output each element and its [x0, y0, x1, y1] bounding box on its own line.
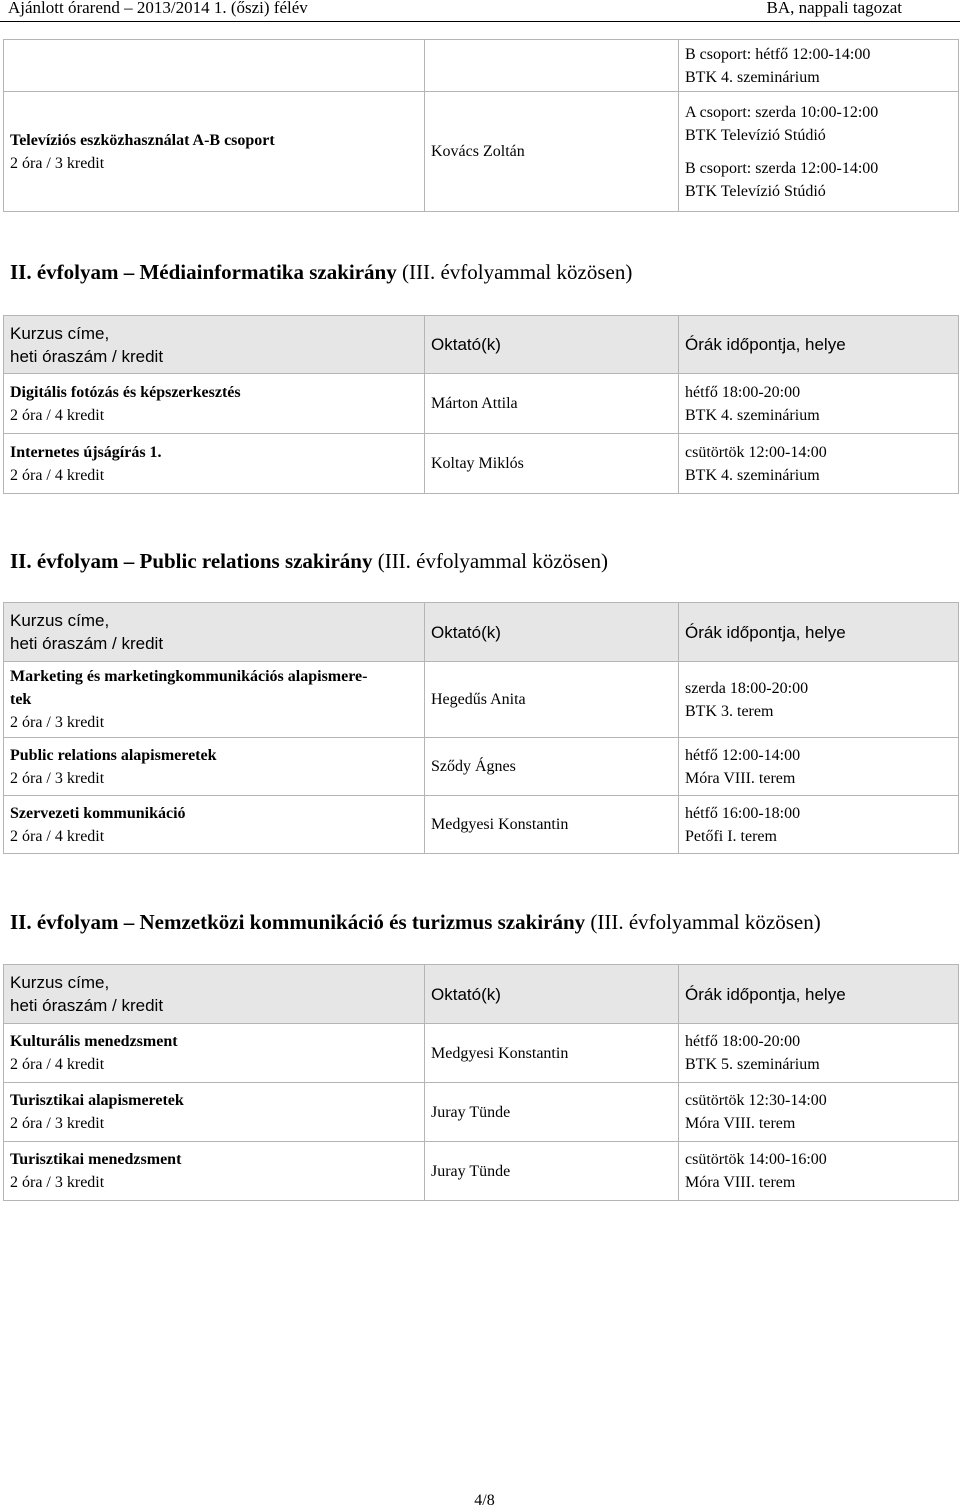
column-header-time: Órák időpontja, helye	[679, 965, 959, 1024]
schedule-table-mediainformatika	[3, 315, 959, 494]
teacher-cell: Kovács Zoltán	[425, 92, 679, 212]
column-header-teacher: Oktató(k)	[425, 965, 679, 1024]
table-header-row	[4, 316, 959, 374]
column-header-teacher: Oktató(k)	[425, 603, 679, 662]
column-header-time: Órák időpontja, helye	[679, 316, 959, 374]
table-row: Turisztikai menedzsment 2 óra / 3 kredit Juray Tünde csütörtök 14:00-16:00 Móra VIII. terem	[4, 1142, 959, 1201]
table-header-row	[4, 603, 959, 662]
table-row: Internetes újságírás 1. 2 óra / 4 kredit Koltay Miklós csütörtök 12:00-14:00 BTK 4. szeminárium	[4, 434, 959, 494]
time-cell: A csoport: szerda 10:00-12:00 BTK Televízió Stúdió B csoport: szerda 12:00-14:00 BTK Televízió Stúdió	[679, 92, 959, 212]
column-header-course: Kurzus címe, heti óraszám / kredit	[4, 965, 425, 1024]
table-row: Kulturális menedzsment 2 óra / 4 kredit Medgyesi Konstantin hétfő 18:00-20:00 BTK 5. szeminárium	[4, 1024, 959, 1083]
table-row: Marketing és marketingkommunikációs alapismere- tek 2 óra / 3 kredit Hegedűs Anita szerda 18:00-20:00 BTK 3. terem	[4, 662, 959, 738]
header-right-text: BA, nappali tagozat	[766, 0, 902, 17]
course-title: Televíziós eszközhasználat A-B csoport	[10, 131, 275, 149]
time-cell: B csoport: hétfő 12:00-14:00 BTK 4. szeminárium	[679, 40, 959, 92]
column-header-course: Kurzus címe, heti óraszám / kredit	[4, 603, 425, 662]
table-row: Digitális fotózás és képszerkesztés 2 óra / 4 kredit Márton Attila hétfő 18:00-20:00 BTK 4. szeminárium	[4, 374, 959, 434]
table-row	[4, 92, 959, 212]
continued-table	[3, 39, 959, 212]
course-credit: 2 óra / 3 kredit	[10, 154, 105, 172]
table-row: Szervezeti kommunikáció 2 óra / 4 kredit Medgyesi Konstantin hétfő 16:00-18:00 Petőfi I. terem	[4, 796, 959, 854]
table-row: Public relations alapismeretek 2 óra / 3 kredit Sződy Ágnes hétfő 12:00-14:00 Móra VIII. terem	[4, 738, 959, 796]
schedule-table-public-relations	[3, 602, 959, 854]
header-left-text: Ajánlott órarend – 2013/2014 1. (őszi) félév	[8, 0, 308, 17]
table-row	[4, 40, 959, 92]
section-title-nemzetkozi-kommunikacio: II. évfolyam – Nemzetközi kommunikáció és turizmus szakirány (III. évfolyammal közösen)	[10, 910, 821, 934]
section-title-mediainformatika: II. évfolyam – Médiainformatika szakirány (III. évfolyammal közösen)	[10, 260, 633, 284]
table-row: Turisztikai alapismeretek 2 óra / 3 kredit Juray Tünde csütörtök 12:30-14:00 Móra VIII. terem	[4, 1083, 959, 1142]
column-header-time: Órák időpontja, helye	[679, 603, 959, 662]
column-header-teacher: Oktató(k)	[425, 316, 679, 374]
course-cell	[4, 92, 425, 212]
page-number: 4/8	[474, 1492, 495, 1509]
table-header-row	[4, 965, 959, 1024]
header-divider	[0, 21, 960, 22]
schedule-table-nemzetkozi-kommunikacio	[3, 964, 959, 1201]
page-header	[0, 0, 960, 22]
section-title-public-relations: II. évfolyam – Public relations szakirány (III. évfolyammal közösen)	[10, 549, 609, 573]
column-header-course: Kurzus címe, heti óraszám / kredit	[4, 316, 425, 374]
